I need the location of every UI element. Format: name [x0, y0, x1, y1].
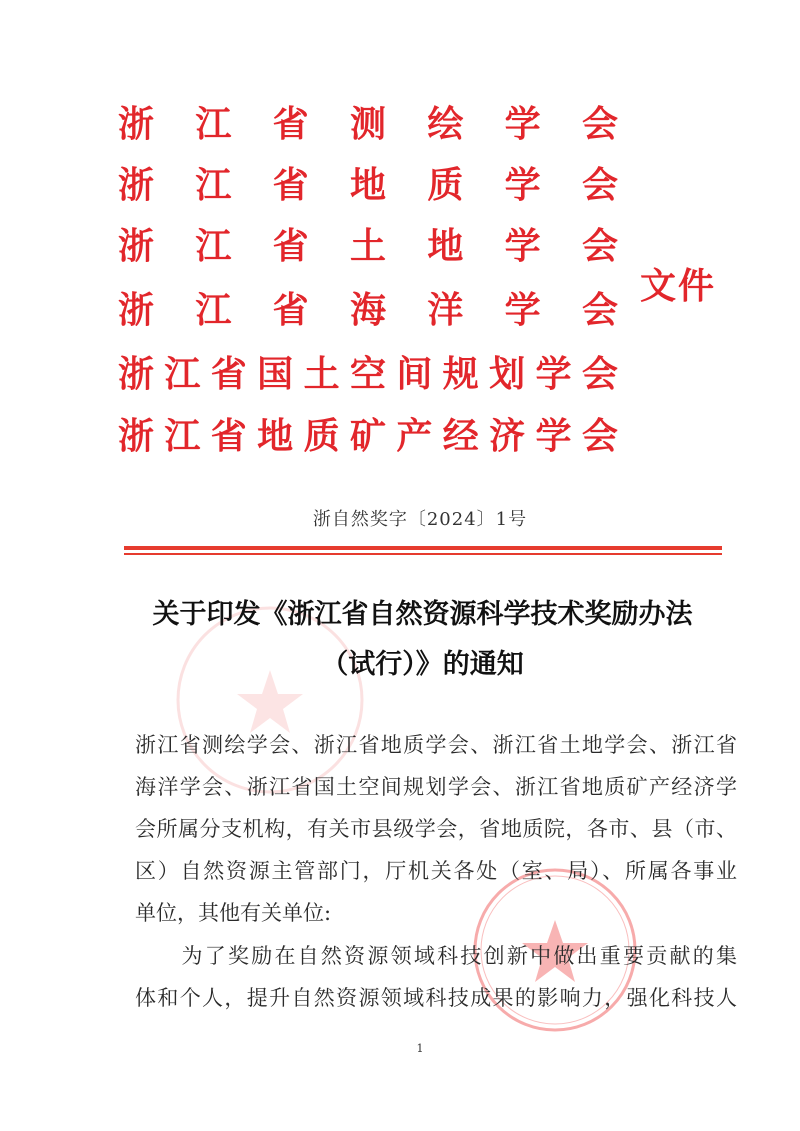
letterhead-char: 浙 — [118, 104, 155, 145]
letterhead-char: 江 — [164, 354, 201, 395]
letterhead-char: 省 — [272, 104, 309, 145]
letterhead-char: 省 — [272, 226, 309, 267]
letterhead-char: 省 — [272, 165, 309, 206]
org-name-land-society — [118, 222, 618, 272]
letterhead-char: 浙 — [118, 165, 155, 206]
letterhead-char: 济 — [489, 416, 526, 457]
letterhead-char: 海 — [349, 290, 386, 331]
letterhead-char: 空 — [349, 354, 386, 395]
letterhead-char: 洋 — [427, 290, 464, 331]
letterhead-char: 浙 — [118, 416, 155, 457]
letterhead-char: 会 — [581, 104, 618, 145]
body-line: 海洋学会、浙江省国土空间规划学会、浙江省地质矿产经济学 — [135, 775, 737, 799]
letterhead-char: 会 — [581, 226, 618, 267]
letterhead-char: 测 — [349, 104, 386, 145]
letterhead-char: 学 — [535, 354, 572, 395]
body-line: 会所属分支机构，有关市县级学会，省地质院，各市、县（市、 — [135, 817, 737, 841]
letterhead-char: 地 — [427, 226, 464, 267]
letterhead-char: 土 — [303, 354, 340, 395]
letterhead-char: 质 — [427, 165, 464, 206]
letterhead-char: 省 — [272, 290, 309, 331]
letterhead-char: 学 — [504, 104, 541, 145]
page-number: 1 — [416, 1042, 424, 1055]
org-name-ocean-society — [118, 286, 618, 336]
letterhead-char: 划 — [489, 354, 526, 395]
letterhead-char: 会 — [581, 290, 618, 331]
letterhead-char: 浙 — [118, 226, 155, 267]
letterhead-char: 会 — [581, 354, 618, 395]
body-line: 为了奖励在自然资源领域科技创新中做出重要贡献的集 — [135, 944, 737, 968]
letterhead-char: 经 — [442, 416, 479, 457]
letterhead-char: 地 — [349, 165, 386, 206]
letterhead-char: 土 — [349, 226, 386, 267]
letterhead-char: 浙 — [118, 354, 155, 395]
org-name-spatial-planning-society — [118, 350, 618, 400]
document-title-line2: （试行）》的通知 — [321, 649, 524, 680]
letterhead-char: 学 — [504, 165, 541, 206]
body-line: 浙江省测绘学会、浙江省地质学会、浙江省土地学会、浙江省 — [135, 733, 737, 757]
body-line: 单位，其他有关单位: — [135, 901, 332, 925]
letterhead-char: 学 — [504, 290, 541, 331]
body-line: 区）自然资源主管部门，厅机关各处（室、局）、所属各事业 — [135, 859, 737, 883]
document-title-line1: 关于印发《浙江省自然资源科学技术奖励办法 — [152, 599, 693, 630]
letterhead-char: 江 — [195, 104, 232, 145]
letterhead-char: 间 — [396, 354, 433, 395]
red-divider-thin — [124, 553, 722, 555]
letterhead-char: 绘 — [427, 104, 464, 145]
letterhead-char: 江 — [195, 226, 232, 267]
body-line: 体和个人，提升自然资源领域科技成果的影响力，强化科技人 — [135, 986, 737, 1010]
red-divider-thick — [124, 546, 722, 550]
letterhead-char: 省 — [210, 416, 247, 457]
letterhead-char: 规 — [442, 354, 479, 395]
letterhead-char: 会 — [581, 165, 618, 206]
letterhead-char: 地 — [257, 416, 294, 457]
letterhead-char: 产 — [396, 416, 433, 457]
letterhead-char: 浙 — [118, 290, 155, 331]
letterhead-char: 学 — [535, 416, 572, 457]
letterhead-char: 省 — [210, 354, 247, 395]
letterhead-char: 会 — [581, 416, 618, 457]
document-number: 浙自然奖字〔2024〕1号 — [312, 509, 528, 530]
letterhead-char: 质 — [303, 416, 340, 457]
letterhead-char: 江 — [195, 290, 232, 331]
letterhead-suffix: 文件 — [640, 266, 717, 307]
org-name-geology-society — [118, 161, 618, 211]
letterhead-char: 学 — [504, 226, 541, 267]
org-name-surveying-society — [118, 100, 618, 150]
letterhead-char: 江 — [195, 165, 232, 206]
letterhead-char: 国 — [257, 354, 294, 395]
letterhead-char: 矿 — [349, 416, 386, 457]
org-name-mineral-economics-society — [118, 412, 618, 462]
letterhead-char: 江 — [164, 416, 201, 457]
